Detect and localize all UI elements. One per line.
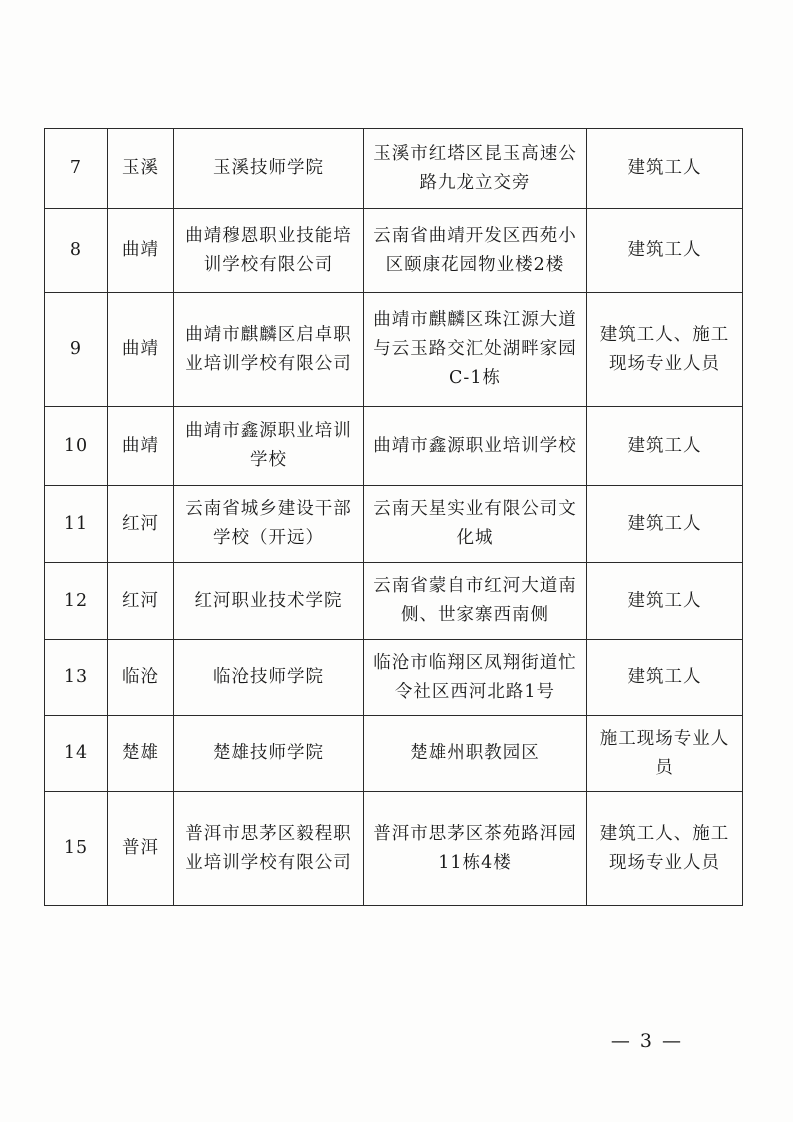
training-type-cell: 建筑工人 — [587, 486, 743, 563]
row-number: 13 — [45, 640, 108, 716]
school-cell: 曲靖市麒麟区启卓职业培训学校有限公司 — [174, 293, 364, 407]
school-cell: 玉溪技师学院 — [174, 129, 364, 209]
row-number: 15 — [45, 792, 108, 906]
address-cell: 曲靖市麒麟区珠江源大道与云玉路交汇处湖畔家园C-1栋 — [364, 293, 587, 407]
table-row — [45, 293, 743, 407]
city-cell: 曲靖 — [108, 407, 174, 486]
row-number: 10 — [45, 407, 108, 486]
training-type-cell: 建筑工人 — [587, 640, 743, 716]
city-cell: 玉溪 — [108, 129, 174, 209]
address-cell: 玉溪市红塔区昆玉高速公路九龙立交旁 — [364, 129, 587, 209]
address-cell: 普洱市思茅区茶苑路洱园11栋4楼 — [364, 792, 587, 906]
training-type-cell: 建筑工人 — [587, 129, 743, 209]
address-cell: 临沧市临翔区凤翔街道忙令社区西河北路1号 — [364, 640, 587, 716]
school-cell: 曲靖穆恩职业技能培训学校有限公司 — [174, 209, 364, 293]
training-type-cell: 建筑工人 — [587, 563, 743, 640]
address-cell: 云南天星实业有限公司文化城 — [364, 486, 587, 563]
school-cell: 曲靖市鑫源职业培训学校 — [174, 407, 364, 486]
table-row — [45, 486, 743, 563]
school-cell: 普洱市思茅区毅程职业培训学校有限公司 — [174, 792, 364, 906]
row-number: 11 — [45, 486, 108, 563]
table-row — [45, 640, 743, 716]
table-row — [45, 563, 743, 640]
training-type-cell: 建筑工人 — [587, 209, 743, 293]
training-institutions-table — [44, 128, 743, 906]
table-row — [45, 716, 743, 792]
table-row — [45, 407, 743, 486]
address-cell: 云南省曲靖开发区西苑小区颐康花园物业楼2楼 — [364, 209, 587, 293]
city-cell: 普洱 — [108, 792, 174, 906]
address-cell: 楚雄州职教园区 — [364, 716, 587, 792]
row-number: 8 — [45, 209, 108, 293]
city-cell: 红河 — [108, 563, 174, 640]
school-cell: 临沧技师学院 — [174, 640, 364, 716]
row-number: 7 — [45, 129, 108, 209]
page-number-text: — 3 — — [610, 1030, 683, 1052]
row-number: 9 — [45, 293, 108, 407]
page-number — [0, 1030, 793, 1052]
city-cell: 临沧 — [108, 640, 174, 716]
table-row — [45, 209, 743, 293]
training-type-cell: 施工现场专业人员 — [587, 716, 743, 792]
school-cell: 楚雄技师学院 — [174, 716, 364, 792]
address-cell: 云南省蒙自市红河大道南侧、世家寨西南侧 — [364, 563, 587, 640]
city-cell: 曲靖 — [108, 293, 174, 407]
city-cell: 楚雄 — [108, 716, 174, 792]
training-type-cell: 建筑工人、施工现场专业人员 — [587, 293, 743, 407]
row-number: 14 — [45, 716, 108, 792]
city-cell: 曲靖 — [108, 209, 174, 293]
training-type-cell: 建筑工人、施工现场专业人员 — [587, 792, 743, 906]
city-cell: 红河 — [108, 486, 174, 563]
address-cell: 曲靖市鑫源职业培训学校 — [364, 407, 587, 486]
table-row — [45, 792, 743, 906]
school-cell: 云南省城乡建设干部学校（开远） — [174, 486, 364, 563]
row-number: 12 — [45, 563, 108, 640]
training-type-cell: 建筑工人 — [587, 407, 743, 486]
table-row — [45, 129, 743, 209]
school-cell: 红河职业技术学院 — [174, 563, 364, 640]
